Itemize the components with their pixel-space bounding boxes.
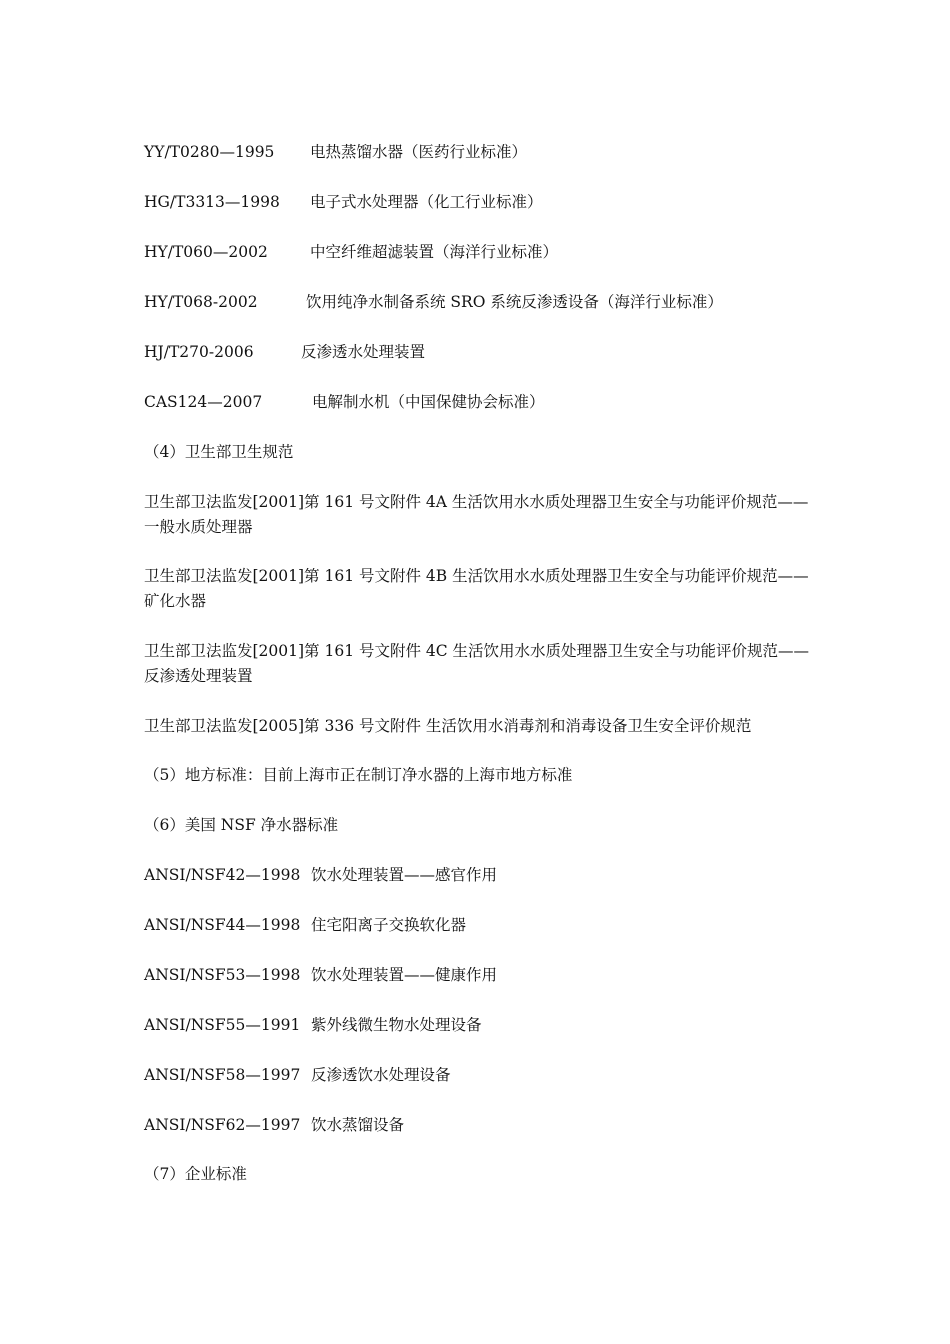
nsf-name: 饮水蒸馏设备 <box>311 1116 405 1134</box>
section-heading: （7）企业标准 <box>144 1165 247 1183</box>
standard-code: YY/T0280—1995 <box>144 143 275 161</box>
nsf-entry <box>144 863 497 888</box>
regulation-entry: 卫生部卫法监发[2005]第 336 号文附件 生活饮用水消毒剂和消毒设备卫生安全评价规范 <box>144 717 752 735</box>
nsf-name: 反渗透饮水处理设备 <box>311 1066 451 1084</box>
nsf-name: 住宅阳离子交换软化器 <box>311 916 467 934</box>
nsf-code: ANSI/NSF42—1998 <box>144 866 301 884</box>
nsf-entry <box>144 1113 404 1138</box>
nsf-code: ANSI/NSF44—1998 <box>144 916 301 934</box>
regulation-entry: 卫生部卫法监发[2001]第 161 号文附件 4C 生活饮用水水质处理器卫生安全与功能评价规范——反渗透处理装置 <box>144 642 810 685</box>
nsf-entry <box>144 963 497 988</box>
nsf-code: ANSI/NSF53—1998 <box>144 966 301 984</box>
standard-name: 饮用纯净水制备系统 SRO 系统反渗透设备（海洋行业标准） <box>306 293 723 311</box>
nsf-code: ANSI/NSF55—1991 <box>144 1016 301 1034</box>
section-heading: （6）美国 NSF 净水器标准 <box>144 816 339 834</box>
nsf-entry <box>144 1013 482 1038</box>
standard-entry <box>144 240 558 265</box>
nsf-name: 饮水处理装置——健康作用 <box>311 966 498 984</box>
standard-entry <box>144 390 545 415</box>
nsf-code: ANSI/NSF62—1997 <box>144 1116 301 1134</box>
standard-entry <box>144 190 543 215</box>
nsf-entry <box>144 1063 451 1088</box>
standard-name: 电解制水机（中国保健协会标准） <box>312 393 545 411</box>
nsf-entry <box>144 913 466 938</box>
regulation-entry: 卫生部卫法监发[2001]第 161 号文附件 4A 生活饮用水水质处理器卫生安全与功能评价规范——一般水质处理器 <box>144 493 809 536</box>
nsf-name: 紫外线微生物水处理设备 <box>311 1016 482 1034</box>
standard-code: HY/T068-2002 <box>144 293 258 311</box>
standard-name: 电热蒸馏水器（医药行业标准） <box>310 143 528 161</box>
section-heading: （5）地方标准：目前上海市正在制订净水器的上海市地方标准 <box>144 766 573 784</box>
standard-entry <box>144 290 723 315</box>
nsf-code: ANSI/NSF58—1997 <box>144 1066 301 1084</box>
standard-code: CAS124—2007 <box>144 393 263 411</box>
section-heading: （4）卫生部卫生规范 <box>144 443 294 461</box>
standard-code: HJ/T270-2006 <box>144 343 254 361</box>
standard-name: 中空纤维超滤装置（海洋行业标准） <box>310 243 559 261</box>
standard-code: HY/T060—2002 <box>144 243 268 261</box>
standard-code: HG/T3313—1998 <box>144 193 280 211</box>
nsf-name: 饮水处理装置——感官作用 <box>311 866 498 884</box>
standard-name: 电子式水处理器（化工行业标准） <box>310 193 543 211</box>
standard-entry <box>144 340 425 365</box>
regulation-entry: 卫生部卫法监发[2001]第 161 号文附件 4B 生活饮用水水质处理器卫生安全与功能评价规范——矿化水器 <box>144 567 809 610</box>
standard-entry <box>144 140 527 165</box>
standard-name: 反渗透水处理装置 <box>301 343 426 361</box>
